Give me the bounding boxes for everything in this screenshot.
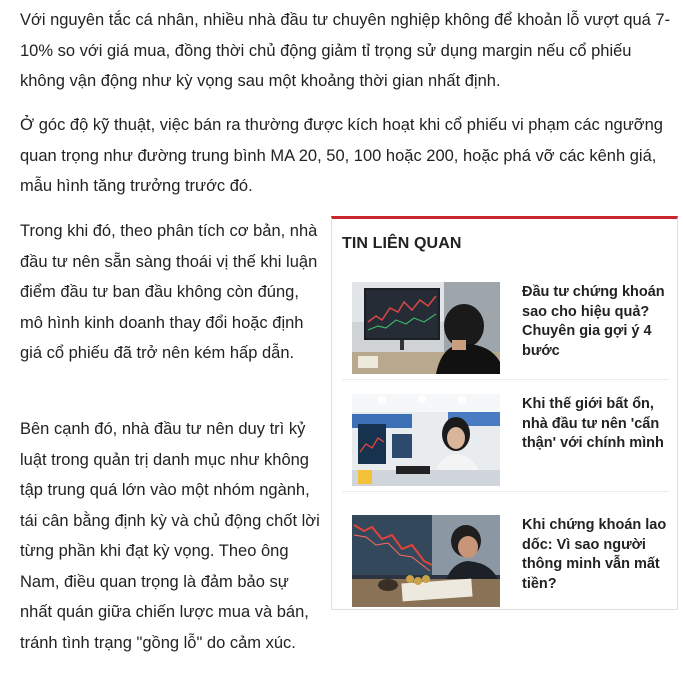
related-item[interactable] xyxy=(342,279,669,380)
stressed-investor-photo[interactable] xyxy=(352,515,500,607)
article-paragraph-3: Trong khi đó, theo phân tích cơ bản, nhà đầu tư nên sẵn sàng thoái vị thế khi luận điểm đầu tư ban đầu không còn đúng, mô hình kinh doanh thay đổi hoặc định giá cổ phiếu đã trở nên kém hấp dẫn. xyxy=(20,222,318,362)
related-item-title[interactable]: Đầu tư chứng khoán sao cho hiệu quả? Chuyên gia gợi ý 4 bước xyxy=(522,284,665,359)
related-item[interactable] xyxy=(342,512,669,612)
article-paragraph-1: Với nguyên tắc cá nhân, nhiều nhà đầu tư chuyên nghiệp không để khoản lỗ vượt quá 7-10% so với giá mua, đồng thời chủ động giảm tỉ trọng sử dụng margin nếu cổ phiếu không vận động như kỳ vọng sau một khoảng thời gian nhất định. xyxy=(20,11,671,90)
article-paragraph-4: Bên cạnh đó, nhà đầu tư nên duy trì kỷ luật trong quản trị danh mục như không tập trung quá lớn vào một nhóm ngành, tái cân bằng định kỳ và chủ động chốt lời từng phần khi đạt kỳ vọng. Theo ông Nam, điều quan trọng là đảm bảo sự nhất quán giữa chiến lược mua và bán, tránh tình trạng "gồng lỗ" do cảm xúc. xyxy=(20,420,320,652)
trader-at-monitors-photo[interactable] xyxy=(352,282,500,374)
related-item[interactable] xyxy=(342,391,669,492)
related-item-title[interactable]: Khi thế giới bất ổn, nhà đầu tư nên 'cẩn thận' với chính mình xyxy=(522,396,664,451)
woman-at-trading-desk-photo[interactable] xyxy=(352,394,500,486)
related-news-box xyxy=(331,216,678,610)
related-news-heading: TIN LIÊN QUAN xyxy=(342,235,462,252)
related-item-title[interactable]: Khi chứng khoán lao dốc: Vì sao người thông minh vẫn mất tiền? xyxy=(522,517,667,592)
article-paragraph-2: Ở góc độ kỹ thuật, việc bán ra thường được kích hoạt khi cổ phiếu vi phạm các ngưỡng quan trọng như đường trung bình MA 20, 50, 100 hoặc 200, hoặc phá vỡ các kênh giá, mẫu hình tăng trưởng trước đó. xyxy=(20,116,663,195)
